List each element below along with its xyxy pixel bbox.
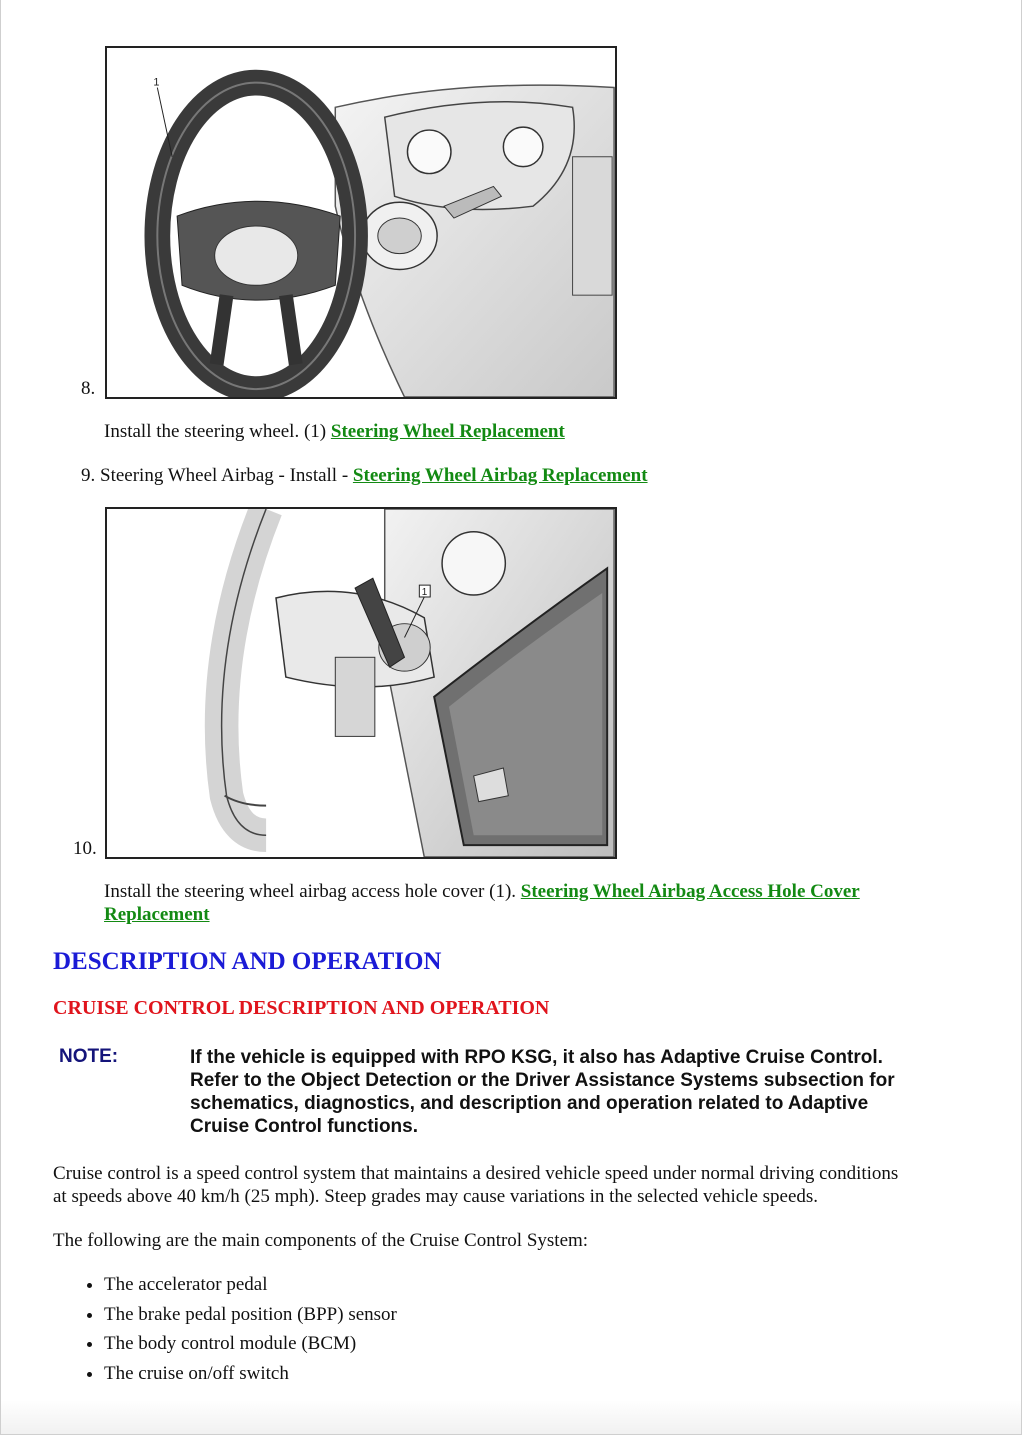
list-item: • The brake pedal position (BPP) sensor: [104, 1300, 397, 1330]
components-intro: The following are the main components of the Cruise Control System:: [53, 1230, 589, 1251]
note-line: schematics, diagnostics, and description and operation related to Adaptive: [190, 1093, 869, 1114]
steering-wheel-drawing: [107, 48, 615, 397]
airbag-access-hole-cover-illustration: [105, 507, 617, 859]
step-text: Install the steering wheel airbag access hole cover (1).: [104, 881, 521, 902]
access-hole-cover-drawing: [107, 509, 615, 857]
steering-wheel-install-illustration: [105, 46, 617, 399]
step-number: 10.: [73, 838, 97, 859]
callout-label: 1: [153, 76, 160, 89]
list-item: • The body control module (BCM): [104, 1329, 397, 1359]
subsection-title: CRUISE CONTROL DESCRIPTION AND OPERATION: [53, 997, 550, 1019]
steering-wheel-replacement-link[interactable]: Steering Wheel Replacement: [330, 421, 565, 442]
note-body: [190, 1046, 970, 1138]
step-text: Steering Wheel Airbag - Install -: [100, 465, 353, 486]
note-line: Cruise Control functions.: [190, 1116, 418, 1137]
link-line: Replacement: [104, 904, 210, 925]
paragraph-line: Cruise control is a speed control system that maintains a desired vehicle speed under normal driving conditions: [53, 1163, 899, 1184]
steering-wheel-airbag-replacement-link[interactable]: Steering Wheel Airbag Replacement: [352, 465, 648, 486]
section-title: DESCRIPTION AND OPERATION: [53, 948, 442, 975]
step-number: 8.: [81, 378, 96, 399]
step-9-instruction: [81, 464, 648, 487]
callout-label: 1: [421, 587, 428, 599]
link-line: Steering Wheel Airbag Access Hole Cover: [520, 881, 860, 902]
list-item: • The accelerator pedal: [104, 1270, 397, 1300]
components-list: [79, 1270, 397, 1388]
note-label: NOTE:: [59, 1046, 119, 1067]
step-text: Install the steering wheel. (1): [104, 421, 331, 442]
cruise-description-paragraph: [53, 1162, 1013, 1208]
step-8-instruction: [104, 420, 565, 443]
step-number: 9.: [81, 465, 96, 486]
list-item: • The cruise on/off switch: [104, 1359, 397, 1389]
step-10-instruction: [104, 880, 944, 926]
paragraph-line: at speeds above 40 km/h (25 mph). Steep grades may cause variations in the selected vehicle speeds.: [53, 1186, 819, 1207]
note-line: If the vehicle is equipped with RPO KSG, it also has Adaptive Cruise Control.: [190, 1047, 883, 1068]
note-line: Refer to the Object Detection or the Driver Assistance Systems subsection for: [190, 1070, 895, 1091]
